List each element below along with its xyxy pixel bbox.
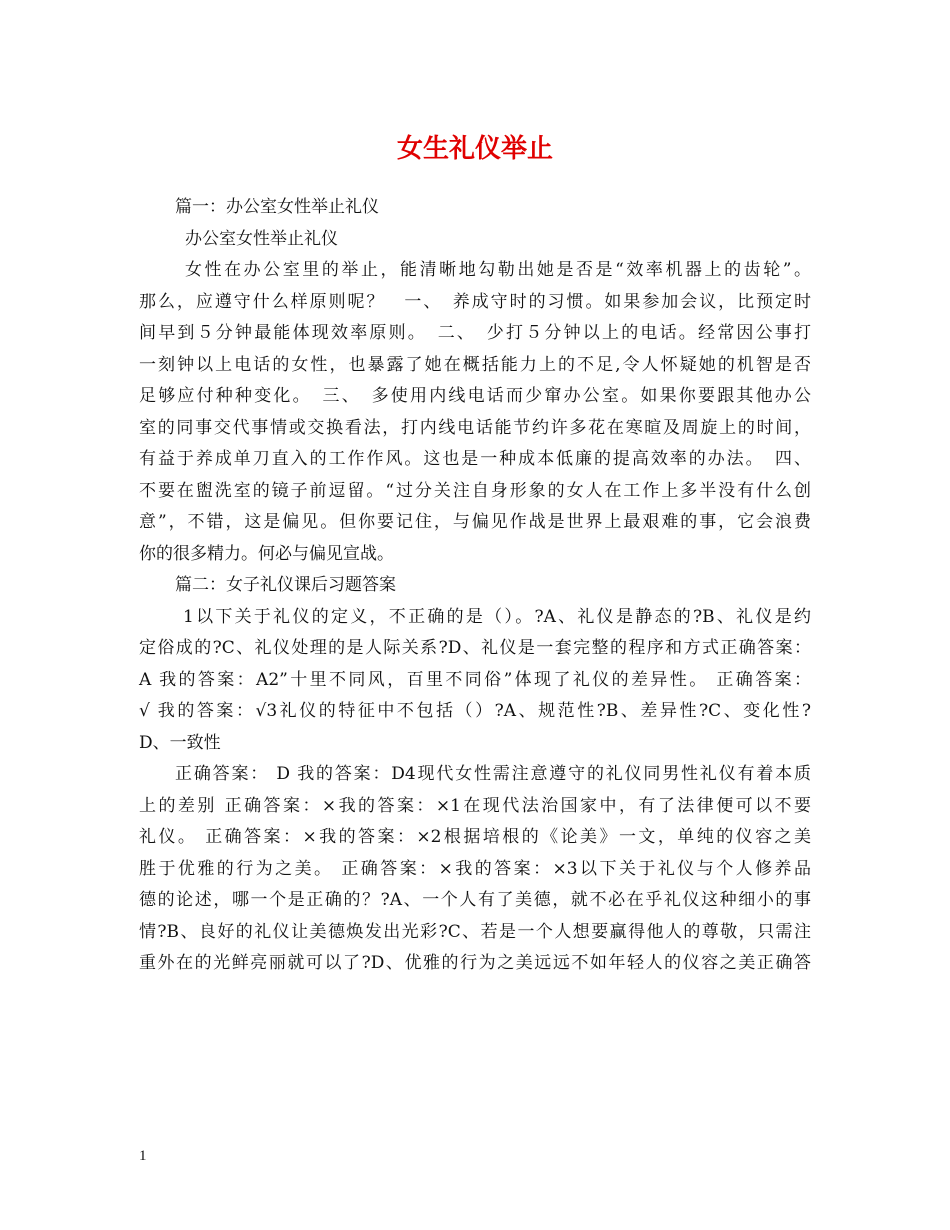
text-line: 1以下关于礼仪的定义，不正确的是（）。?A、礼仪是静态的?B、礼仪是约	[183, 606, 811, 627]
text-line: 上的差别 正确答案：×我的答案：×1在现代法治国家中，有了法律便可以不要	[139, 795, 811, 816]
text-line: A 我的答案：A2”十里不同风，百里不同俗”体现了礼仪的差异性。 正确答案：	[139, 669, 811, 690]
text-line: 定俗成的?C、礼仪处理的是人际关系?D、礼仪是一套完整的程序和方式正确答案：	[139, 638, 811, 658]
text-line: 情?B、良好的礼仪让美德焕发出光彩?C、若是一个人想要赢得他人的尊敬，只需注	[139, 921, 811, 942]
text-line: 重外在的光鲜亮丽就可以了?D、优雅的行为之美远远不如年轻人的仪容之美正确答	[139, 953, 811, 973]
text-line: 间早到５分钟最能体现效率原则。 二、 少打５分钟以上的电话。经常因公事打	[139, 323, 811, 343]
text-line: D、一致性	[139, 732, 221, 753]
text-line: 篇二：女子礼仪课后习题答案	[175, 575, 396, 595]
document-body	[139, 124, 811, 980]
text-line: 室的同事交代事情或交换看法，打内线电话能节约许多花在寒暄及周旋上的时间，	[139, 417, 811, 438]
text-line: 正确答案： D 我的答案：D4现代女性需注意遵守的礼仪同男性礼仪有着本质	[175, 764, 811, 784]
text-line: 一刻钟以上电话的女性，也暴露了她在概括能力上的不足,令人怀疑她的机智是否	[139, 354, 811, 375]
text-line: 办公室女性举止礼仪	[185, 228, 338, 249]
text-line: 女性在办公室里的举止，能清晰地勾勒出她是否是“效率机器上的齿轮”。	[185, 260, 811, 280]
text-line: 不要在盥洗室的镜子前逗留。“过分关注自身形象的女人在工作上多半没有什么创	[139, 480, 811, 501]
document-title: 女生礼仪举止	[396, 134, 553, 164]
text-line: 德的论述，哪一个是正确的？?A、一个人有了美德，就不必在乎礼仪这种细小的事	[139, 890, 811, 910]
text-line: 有益于养成单刀直入的工作作风。这也是一种成本低廉的提高效率的办法。 四、	[139, 449, 811, 469]
text-line: 意”，不错，这是偏见。但你要记住，与偏见作战是世界上最艰难的事，它会浪费	[139, 512, 811, 532]
page-number: 1	[139, 1148, 147, 1164]
text-line: 篇一：办公室女性举止礼仪	[175, 197, 379, 217]
text-line: 那么，应遵守什么样原则呢？ 一、 养成守时的习惯。如果参加会议，比预定时	[139, 291, 811, 312]
text-line: 胜于优雅的行为之美。 正确答案：×我的答案：×3以下关于礼仪与个人修养品	[139, 858, 811, 879]
text-line: 你的很多精力。何必与偏见宣战。	[139, 543, 394, 564]
text-line: √ 我的答案：√3礼仪的特征中不包括（）?A、规范性?B、差异性?C、变化性?	[139, 701, 811, 721]
text-line: 礼仪。 正确答案：×我的答案：×2根据培根的《论美》一文，单纯的仪容之美	[139, 827, 811, 847]
text-lines	[139, 192, 811, 980]
text-line: 足够应付种种变化。 三、 多使用内线电话而少窜办公室。如果你要跟其他办公	[139, 386, 811, 406]
